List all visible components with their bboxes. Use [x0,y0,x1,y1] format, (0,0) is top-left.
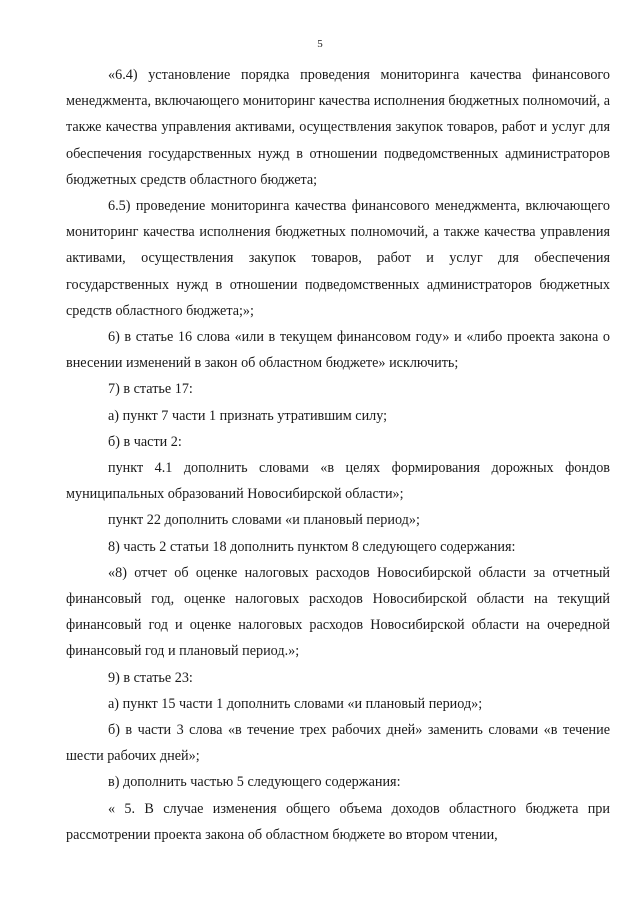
paragraph-point-22: пункт 22 дополнить словами «и плановый период»; [108,512,420,529]
paragraph-item-9c: в) дополнить частью 5 следующего содержания: [108,774,401,791]
paragraph-item-7a: а) пункт 7 части 1 признать утратившим силу; [108,407,388,424]
paragraph-part-5: « 5. В случае изменения общего объема доходов областного бюджета при рассмотрении проекта закона об областном бюджете во втором чтении, [66,800,610,843]
paragraph-item-6: 6) в статье 16 слова «или в текущем финансовом году» и «либо проекта закона о внесении изменений в закон об областном бюджете» исключить; [66,329,610,372]
page-number: 5 [317,38,323,50]
paragraph-6-5: 6.5) проведение мониторинга качества финансового менеджмента, включающего мониторинг качества исполнения бюджетных полномочий, а также качества управления активами, осуществления закупок товаров, работ и услуг для обеспечения государственных нужд в отношении подведомственных администраторов бюджетных средств областного бюджета;»; [66,198,610,319]
document-body [66,62,610,848]
paragraph-item-9b: б) в части 3 слова «в течение трех рабочих дней» заменить словами «в течение шести рабочих дней»; [66,722,610,765]
paragraph-6-4: «6.4) установление порядка проведения мониторинга качества финансового менеджмента, включающего мониторинг качества исполнения бюджетных полномочий, а также качества управления активами, осуществления закупок товаров, работ и услуг для обеспечения государственных нужд в отношении подведомственных администраторов бюджетных средств областного бюджета; [66,67,610,188]
paragraph-item-8: 8) часть 2 статьи 18 дополнить пунктом 8 следующего содержания: [108,538,516,555]
paragraph-point-4-1: пункт 4.1 дополнить словами «в целях формирования дорожных фондов муниципальных образований Новосибирской области»; [66,460,610,503]
paragraph-item-7b: б) в части 2: [108,433,182,450]
paragraph-item-8-text: «8) отчет об оценке налоговых расходов Новосибирской области за отчетный финансовый год, оценке налоговых расходов Новосибирской области на текущий финансовый год и оценке налоговых расходов Новосибирской области на очередной финансовый год и плановый период.»; [66,564,610,660]
paragraph-item-7: 7) в статье 17: [108,381,193,398]
paragraph-item-9: 9) в статье 23: [108,669,193,686]
paragraph-item-9a: а) пункт 15 части 1 дополнить словами «и плановый период»; [108,695,483,712]
